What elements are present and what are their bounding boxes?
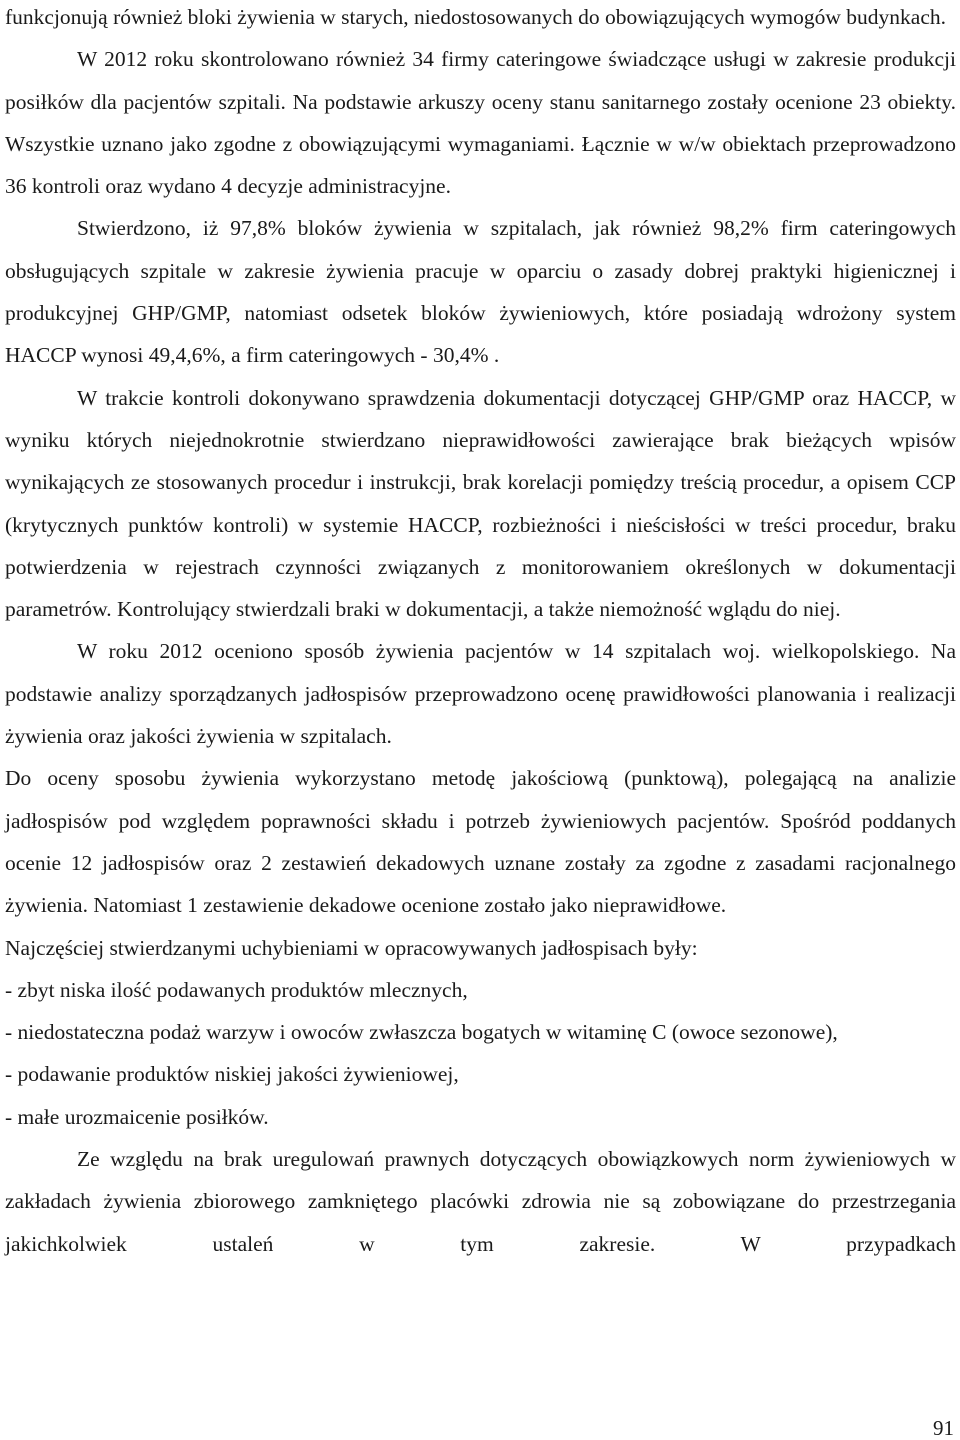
paragraph-ghp-gmp-statistics: Stwierdzono, iż 97,8% bloków żywienia w szpitalach, jak również 98,2% firm cateringowych obsługujących szpitale w zakresie żywienia pracuje w oparciu o zasady dobrej praktyki higienicznej i produkcyjnej GHP/GMP, natomiast odsetek bloków żywieniowych, które posiadają wdrożony system HACCP wynosi 49,4,6%, a firm cateringowych - 30,4% .	[5, 216, 956, 368]
document-page	[5, 0, 956, 1265]
list-item: - małe urozmaicenie posiłków.	[5, 1104, 269, 1129]
list-item: - niedostateczna podaż warzyw i owoców zwłaszcza bogatych w witaminę C (owoce sezonowe),	[5, 1020, 838, 1045]
paragraph-continuation: funkcjonują również bloki żywienia w starych, niedostosowanych do obowiązujących wymogów budynkach.	[5, 5, 946, 29]
paragraph-legal-regulations: Ze względu na brak uregulowań prawnych dotyczących obowiązkowych norm żywieniowych w zakładach żywienia zbiorowego zamkniętego placówki zdrowia nie są zobowiązane do przestrzegania jakichkolwiek ustaleń w tym zakresie. W przypadkach	[5, 1147, 956, 1256]
page-number: 91	[933, 1416, 954, 1440]
paragraph-shortcomings-intro: Najczęściej stwierdzanymi uchybieniami w opracowywanych jadłospisach były:	[5, 935, 698, 960]
paragraph-nutrition-assessment: W roku 2012 oceniono sposób żywienia pacjentów w 14 szpitalach woj. wielkopolskiego. Na podstawie analizy sporządzanych jadłospisów przeprowadzono ocenę prawidłowości planowania i realizacji żywienia oraz jakości żywienia w szpitalach.	[5, 639, 956, 749]
paragraph-documentation-checks: W trakcie kontroli dokonywano sprawdzenia dokumentacji dotyczącej GHP/GMP oraz HACCP, w wyniku których niejednokrotnie stwierdzano nieprawidłowości zawierające brak bieżących wpisów wynikających ze stosowanych procedur i instrukcji, brak korelacji pomiędzy treścią procedur, a opisem CCP (krytycznych punktów kontroli) w systemie HACCP, rozbieżności i nieścisłości w treści procedur, braku potwierdzenia w rejestrach czynności związanych z monitorowaniem określonych w dokumentacji parametrów. Kontrolujący stwierdzali braki w dokumentacji, a także niemożność wglądu do niej.	[5, 385, 956, 622]
paragraph-evaluation-method: Do oceny sposobu żywienia wykorzystano metodę jakościową (punktową), polegającą na analizie jadłospisów pod względem poprawności składu i potrzeb żywieniowych pacjentów. Spośród poddanych ocenie 12 jadłospisów oraz 2 zestawień dekadowych uznane zostały za zgodne z zasadami racjonalnego żywienia. Natomiast 1 zestawienie dekadowe ocenione zostało jako nieprawidłowe.	[5, 766, 956, 918]
paragraph-catering-inspections: W 2012 roku skontrolowano również 34 firmy cateringowe świadczące usługi w zakresie produkcji posiłków dla pacjentów szpitali. Na podstawie arkuszy oceny stanu sanitarnego zostały ocenione 23 obiekty. Wszystkie uznano jako zgodne z obowiązującymi wymaganiami. Łącznie w w/w obiektach przeprowadzono 36 kontroli oraz wydano 4 decyzje administracyjne.	[5, 47, 956, 199]
list-item: - zbyt niska ilość podawanych produktów mlecznych,	[5, 977, 468, 1002]
list-item: - podawanie produktów niskiej jakości żywieniowej,	[5, 1062, 459, 1087]
